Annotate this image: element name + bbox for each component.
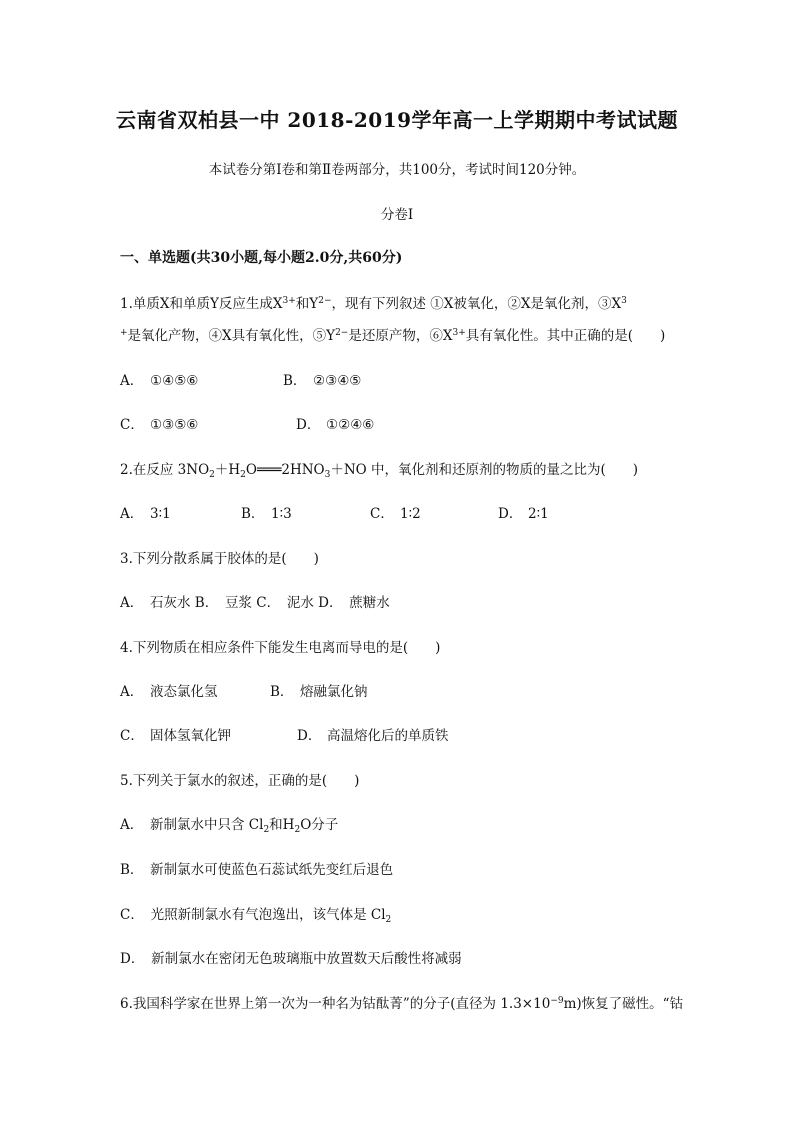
q2-option-b: B． 1∶3 bbox=[241, 506, 292, 522]
q5-option-b: B． 新制氯水可使蓝色石蕊试纸先变红后退色 bbox=[120, 862, 394, 878]
question-6-stem: 6.我国科学家在世界上第一次为一种名为钴酞菁”的分子(直径为 $1.3\times 10^{-9}m$)恢复了磁性。“钴 bbox=[120, 996, 684, 1012]
question-1-line-2: +是氧化产物，④X具有氧化性，$⑤Y^{2-}$是还原产物，$⑥X^{3+}$具有氧化性。其中正确的是( ) bbox=[120, 328, 666, 344]
q4-option-b: B． 熔融氯化钠 bbox=[270, 684, 368, 700]
question-2-stem: 2.在反应 $3NO_2+H_2O═══2HNO_3+NO$ 中，氧化剂和还原剂的物质的量之比为( ) bbox=[120, 462, 639, 480]
q1-option-a: A． ①④⑤⑥ bbox=[120, 373, 199, 389]
page-title: 云南省双柏县一中 2018-2019学年高一上学期期中考试试题 bbox=[115, 108, 679, 132]
question-1-line-1: 1.单质X和单质Y反应生成$X^{3+}$和$Y^{2-}$，现有下列叙述 ①X被氧化，②X是氧化剂，$③X^3$ bbox=[120, 296, 627, 312]
question-5-stem: 5.下列关于氯水的叙述，正确的是( ) bbox=[120, 773, 360, 789]
question-4-stem: 4.下列物质在相应条件下能发生电离而导电的是( ) bbox=[120, 640, 441, 656]
q4-option-a: A． 液态氯化氢 bbox=[120, 684, 218, 700]
q4-option-c: C． 固体氢氧化钾 bbox=[120, 728, 231, 744]
q5-option-c: C． 光照新制氯水有气泡逸出，该气体是 $Cl_2$ bbox=[120, 907, 392, 925]
part-label: 分卷Ⅰ bbox=[380, 207, 414, 223]
question-3-stem: 3.下列分散系属于胶体的是( ) bbox=[120, 551, 319, 567]
q2-option-d: D． 2∶1 bbox=[498, 506, 549, 522]
section-heading: 一、单选题(共30小题,每小题2.0分,共60分) bbox=[120, 250, 403, 266]
q2-option-a: A． 3∶1 bbox=[120, 506, 171, 522]
q5-option-d: D． 新制氯水在密闭无色玻璃瓶中放置数天后酸性将减弱 bbox=[120, 951, 462, 967]
q2-option-c: C． 1∶2 bbox=[370, 506, 421, 522]
exam-intro: 本试卷分第Ⅰ卷和第Ⅱ卷两部分，共100分，考试时间120分钟。 bbox=[208, 162, 586, 178]
q1-option-c: C． ①③⑤⑥ bbox=[120, 417, 199, 433]
q1-option-b: B． ②③④⑤ bbox=[283, 373, 362, 389]
q1-option-d: D． ①②④⑥ bbox=[296, 417, 375, 433]
q4-option-d: D． 高温熔化后的单质铁 bbox=[297, 728, 449, 744]
q5-option-a: A． 新制氯水中只含 $Cl_2$和$H_2O$分子 bbox=[120, 817, 339, 835]
q3-options: A． 石灰水 B． 豆浆 C． 泥水 D． 蔗糖水 bbox=[120, 595, 390, 611]
